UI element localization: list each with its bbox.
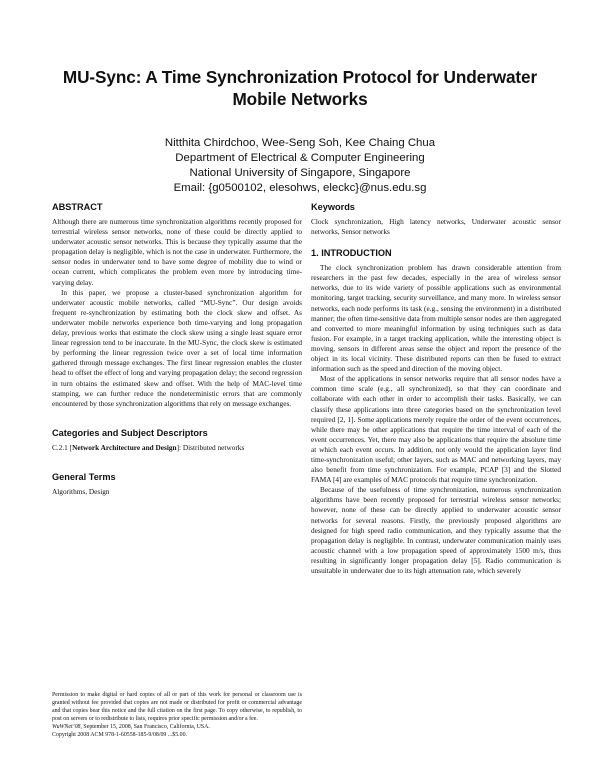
introduction-paragraph-3: Because of the usefulness of time synchronization, numerous synchronization algorithms have been recently proposed for terrestrial wireless sensor networks; however, none of these can be directly applied to underwater acoustic sensor networks for several reasons. Firstly, the previously proposed algorithms are designed for high speed radio communication, and they typically assume that the propagation delay is negligible. In contrast, underwater communication mainly uses acoustic channel with a low propagation speed of approximately 1500 m/s, thus resulting in significantly longer propagation delay [5]. Radio communication is unsuitable in underwater due to its high attenuation rate, which severely (311, 485, 561, 575)
author-department: Department of Electrical & Computer Engineering (175, 152, 425, 164)
category-rest: ]: Distributed networks (176, 442, 245, 452)
keywords-heading: Keywords (311, 202, 355, 212)
author-names: Nitthita Chirdchoo, Wee-Seng Soh, Kee Chaing Chua (164, 137, 436, 149)
copyright-line: Copyright 2008 ACM 978-1-60558-185-9/08/09 ...$5.00. (52, 732, 187, 739)
permission-text: Permission to make digital or hard copies of all or part of this work for personal or classroom use is granted without fee provided that copies are not made or distributed for profit or commercial advantage and that copies bear this notice and the full citation on the first page. To copy otherwise, to republish, to post on servers or to redistribute to lists, requires prior specific permission and/or a fee. (52, 692, 302, 723)
author-university: National University of Singapore, Singapore (189, 167, 411, 179)
author-block (40, 136, 560, 196)
abstract-paragraph-1: Although there are numerous time synchronization algorithms recently proposed for terrestrial wireless sensor networks, none of these could be directly applied to underwater acoustic sensor networks. This is because they typically assume that the propagation delay is negligible, which is not the case in underwater. Furthermore, the sensor nodes in underwater tend to have some degree of mobility due to wind or ocean current, which complicates the problem even more by introducing time-varying delay. (52, 217, 302, 287)
category-code: C.2.1 [ (52, 442, 73, 452)
abstract-heading: ABSTRACT (52, 202, 103, 212)
abstract-paragraph-2: In this paper, we propose a cluster-based synchronization algorithm for underwater acoustic mobile networks, called “MU-Sync”. Our design avoids frequent re-synchronization by estimating both the clock skew and offset. As underwater mobile networks experience both time-varying and long propagation delay, previous works that estimate the clock skew using a single least square error linear regression tend to be inaccurate. In the MU-Sync, the clock skew is estimated by performing the linear regression twice over a set of local time information gathered through message exchanges. The first linear regression enables the cluster head to offset the effect of long and varying propagation delay; the second regression in turn obtains the estimated skew and offset. With the help of MAC-level time stamping, we can further reduce the nondeterministic errors that are commonly encountered by those synchronization algorithms that rely on message exchanges. (52, 287, 302, 408)
introduction-paragraph-1: The clock synchronization problem has drawn considerable attention from researchers in the past few decades, especially in the area of wireless sensor networks, due to its wide variety of possible applications such as environmental monitoring, target tracking, security surveillance, and many more. In wireless sensor networks, each node performs its task (e.g., sensing the environment) in a distributed manner; the often time-sensitive data from multiple sensor nodes are then aggregated and converted to more meaningful information by using techniques such as data fusion. For example, in a target tracking application, while the interesting object is moving, sensors in different areas sense the object and report the presence of the object in its local vicinity. These distributed reports can then be fused to extract information such as the speed and direction of the moving object. (311, 263, 561, 374)
category-bold: Network Architecture and Design (72, 442, 177, 452)
right-column (311, 201, 561, 576)
permission-footnote (52, 691, 302, 740)
keywords-text: Clock synchronization, High latency networks, Underwater acoustic sensor networks, Sensor networks (311, 217, 561, 237)
author-email: Email: {g0500102, elesohws, eleckc}@nus.edu.sg (173, 182, 427, 194)
general-terms-text: Algorithms, Design (52, 486, 110, 496)
paper-title: MU-Sync: A Time Synchronization Protocol for Underwater Mobile Networks (62, 67, 538, 109)
categories-text (52, 443, 302, 453)
venue-details: September 15, 2008, San Francisco, California, USA. (81, 724, 210, 731)
introduction-paragraph-2: Most of the applications in sensor networks require that all sensor nodes have a common time scale (e.g., all synchronized), so that they can coordinate and collaborate with each other in order to accomplish their tasks. Basically, we can classify these applications into three categories based on the synchronization level required [2, 1]. Some applications merely require the order of the event occurrences, while there may be other applications that require the time interval of each of the event occurrences. Yet, there may also be applications that require the absolute time at which each event occurs. In addition, not only would the application layer find time-synchronization useful; other layers, such as MAC and networking layers, may also benefit from time synchronization. For example, PCAP [3] and the Slotted FAMA [4] are examples of MAC protocols that require time synchronization. (311, 374, 561, 485)
introduction-heading: 1. INTRODUCTION (311, 248, 392, 259)
venue-line (52, 723, 302, 731)
left-column (52, 201, 302, 497)
categories-heading: Categories and Subject Descriptors (52, 427, 208, 438)
venue-name: WuWNet’08, (52, 724, 82, 731)
general-terms-heading: General Terms (52, 471, 116, 482)
